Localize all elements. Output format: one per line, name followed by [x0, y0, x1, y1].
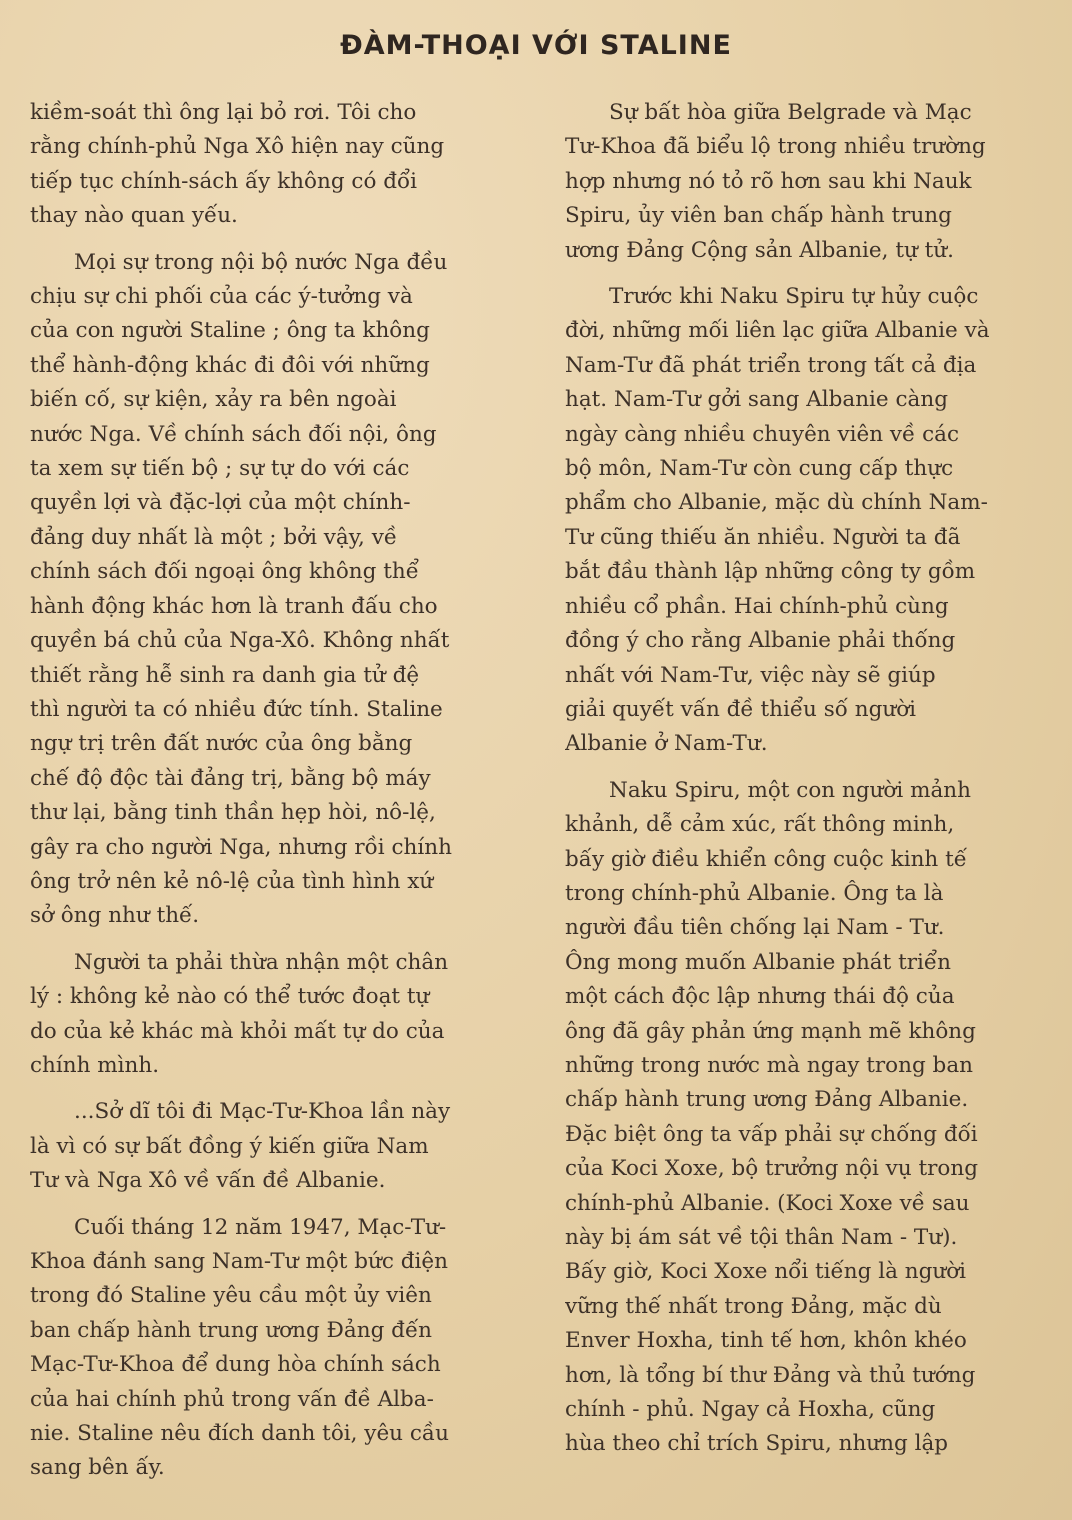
text-line: Tư và Nga Xô về vấn đề Albanie.	[30, 1168, 386, 1194]
paragraph	[30, 246, 530, 934]
text-line: thư lại, bằng tinh thần hẹp hòi, nô-lệ,	[30, 800, 436, 826]
text-line: đồng ý cho rằng Albanie phải thống	[565, 628, 956, 654]
text-line: kiềm-soát thì ông lại bỏ rơi. Tôi cho	[30, 100, 417, 125]
text-line: đảng duy nhất là một ; bởi vậy, về	[30, 524, 398, 550]
text-line: chịu sự chi phối của các ý-tưởng và	[30, 284, 413, 310]
text-line: Spiru, ủy viên ban chấp hành trung	[565, 203, 952, 229]
text-line: Enver Hoxha, tinh tế hơn, khôn khéo	[565, 1328, 967, 1354]
text-line: ta xem sự tiến bộ ; sự tự do với các	[30, 456, 410, 482]
text-line: trong chính-phủ Albanie. Ông ta là	[565, 880, 944, 906]
text-line: sở ông như thế.	[30, 903, 200, 929]
text-line: bấy giờ điều khiển công cuộc kinh tế	[565, 846, 967, 872]
paragraph	[30, 946, 530, 1084]
text-line: Bấy giờ, Koci Xoxe nổi tiếng là người	[565, 1259, 967, 1285]
text-line: chấp hành trung ương Đảng Albanie.	[565, 1087, 969, 1113]
text-line: chế độ độc tài đảng trị, bằng bộ máy	[30, 765, 431, 791]
text-line: chính mình.	[30, 1052, 160, 1078]
paragraph	[30, 1211, 530, 1486]
text-line: Sự bất hòa giữa Belgrade và Mạc	[609, 100, 972, 125]
text-line: ương Đảng Cộng sản Albanie, tự tử.	[565, 237, 954, 263]
text-line: phẩm cho Albanie, mặc dù chính Nam-	[565, 490, 988, 516]
text-line: lý : không kẻ nào có thể tước đoạt tự	[30, 984, 430, 1010]
text-line: một cách độc lập nhưng thái độ của	[565, 984, 955, 1010]
text-line: gây ra cho người Nga, nhưng rồi chính	[30, 834, 452, 860]
text-line: chính sách đối ngoại ông không thể	[30, 559, 419, 585]
left-column	[30, 96, 530, 1498]
text-line: Naku Spiru, một con người mảnh	[609, 777, 971, 803]
text-line: ...Sở dĩ tôi đi Mạc-Tư-Khoa lần này	[74, 1099, 451, 1125]
text-line: hơn, là tổng bí thư Đảng và thủ tướng	[565, 1362, 976, 1388]
text-line: Albanie ở Nam-Tư.	[565, 731, 768, 757]
text-line: quyền bá chủ của Nga-Xô. Không nhất	[30, 628, 450, 654]
text-line: này bị ám sát về tội thân Nam - Tư).	[565, 1225, 958, 1250]
text-line: giải quyết vấn đề thiểu số người	[565, 696, 917, 722]
text-line: nie. Staline nêu đích danh tôi, yêu cầu	[30, 1421, 449, 1447]
text-line: đời, những mối liên lạc giữa Albanie và	[565, 318, 990, 344]
text-line: nhiều cổ phần. Hai chính-phủ cùng	[565, 593, 949, 619]
text-line: nhất với Nam-Tư, việc này sẽ giúp	[565, 662, 936, 688]
text-line: Nam-Tư đã phát triển trong tất cả địa	[565, 352, 977, 378]
text-line: hạt. Nam-Tư gởi sang Albanie càng	[565, 387, 948, 413]
text-line: của con người Staline ; ông ta không	[30, 318, 430, 344]
text-line: ông trở nên kẻ nô-lệ của tình hình xứ	[30, 868, 434, 894]
text-line: do của kẻ khác mà khỏi mất tự do của	[30, 1018, 445, 1044]
text-line: sang bên ấy.	[30, 1455, 165, 1481]
text-line: Cuối tháng 12 năm 1947, Mạc-Tư-	[74, 1214, 447, 1240]
text-line: ngày càng nhiều chuyên viên về các	[565, 421, 960, 447]
text-line: nước Nga. Về chính sách đối nội, ông	[30, 421, 437, 447]
text-line: thì người ta có nhiều đức tính. Staline	[30, 696, 443, 722]
text-line: của hai chính phủ trong vấn đề Alba-	[30, 1386, 434, 1412]
text-line: bắt đầu thành lập những công ty gồm	[565, 559, 976, 585]
text-line: thiết rằng hễ sinh ra danh gia tử đệ	[30, 662, 420, 688]
text-line: trong đó Staline yêu cầu một ủy viên	[30, 1283, 432, 1309]
text-line: Trước khi Naku Spiru tự hủy cuộc	[609, 284, 979, 310]
text-line: Tư-Khoa đã biểu lộ trong nhiều trường	[565, 134, 986, 160]
page-header-title: ĐÀM-THOẠI VỚI STALINE	[340, 30, 732, 61]
text-line: Khoa đánh sang Nam-Tư một bức điện	[30, 1249, 448, 1274]
text-line: Đặc biệt ông ta vấp phải sự chống đối	[565, 1121, 978, 1147]
paragraph	[565, 774, 1070, 1462]
text-line: những trong nước mà ngay trong ban	[565, 1052, 973, 1078]
text-line: vững thế nhất trong Đảng, mặc dù	[565, 1293, 942, 1319]
text-line: hợp nhưng nó tỏ rõ hơn sau khi Nauk	[565, 168, 972, 194]
text-line: ngự trị trên đất nước của ông bằng	[30, 731, 413, 757]
text-line: Người ta phải thừa nhận một chân	[74, 949, 449, 975]
text-line: chính - phủ. Ngay cả Hoxha, cũng	[565, 1397, 936, 1423]
text-line: của Koci Xoxe, bộ trưởng nội vụ trong	[565, 1156, 978, 1182]
text-line: thay nào quan yếu.	[30, 203, 238, 229]
text-line: rằng chính-phủ Nga Xô hiện nay cũng	[30, 134, 445, 160]
text-line: hành động khác hơn là tranh đấu cho	[30, 593, 438, 619]
text-line: ban chấp hành trung ương Đảng đến	[30, 1317, 433, 1343]
text-line: Ông mong muốn Albanie phát triển	[565, 949, 951, 975]
paragraph	[565, 96, 1070, 268]
text-line: quyền lợi và đặc-lợi của một chính-	[30, 490, 411, 516]
text-line: ông đã gây phản ứng mạnh mẽ không	[565, 1018, 976, 1044]
text-line: Tư cũng thiếu ăn nhiều. Người ta đã	[565, 524, 961, 550]
text-line: hùa theo chỉ trích Spiru, nhưng lập	[565, 1431, 949, 1457]
text-line: Mọi sự trong nội bộ nước Nga đều	[74, 249, 448, 275]
text-line: là vì có sự bất đồng ý kiến giữa Nam	[30, 1133, 429, 1159]
text-line: tiếp tục chính-sách ấy không có đổi	[30, 168, 418, 194]
text-line: chính-phủ Albanie. (Koci Xoxe về sau	[565, 1190, 970, 1216]
text-line: biến cố, sự kiện, xảy ra bên ngoài	[30, 387, 397, 413]
paragraph	[30, 96, 530, 234]
text-line: khảnh, dễ cảm xúc, rất thông minh,	[565, 812, 955, 838]
right-column	[565, 96, 1070, 1474]
text-line: Mạc-Tư-Khoa để dung hòa chính sách	[30, 1352, 441, 1378]
text-line: bộ môn, Nam-Tư còn cung cấp thực	[565, 456, 954, 482]
paragraph	[565, 280, 1070, 762]
text-line: người đầu tiên chống lại Nam - Tư.	[565, 915, 945, 941]
text-line: thể hành-động khác đi đôi với những	[30, 352, 430, 378]
paragraph	[30, 1095, 530, 1198]
